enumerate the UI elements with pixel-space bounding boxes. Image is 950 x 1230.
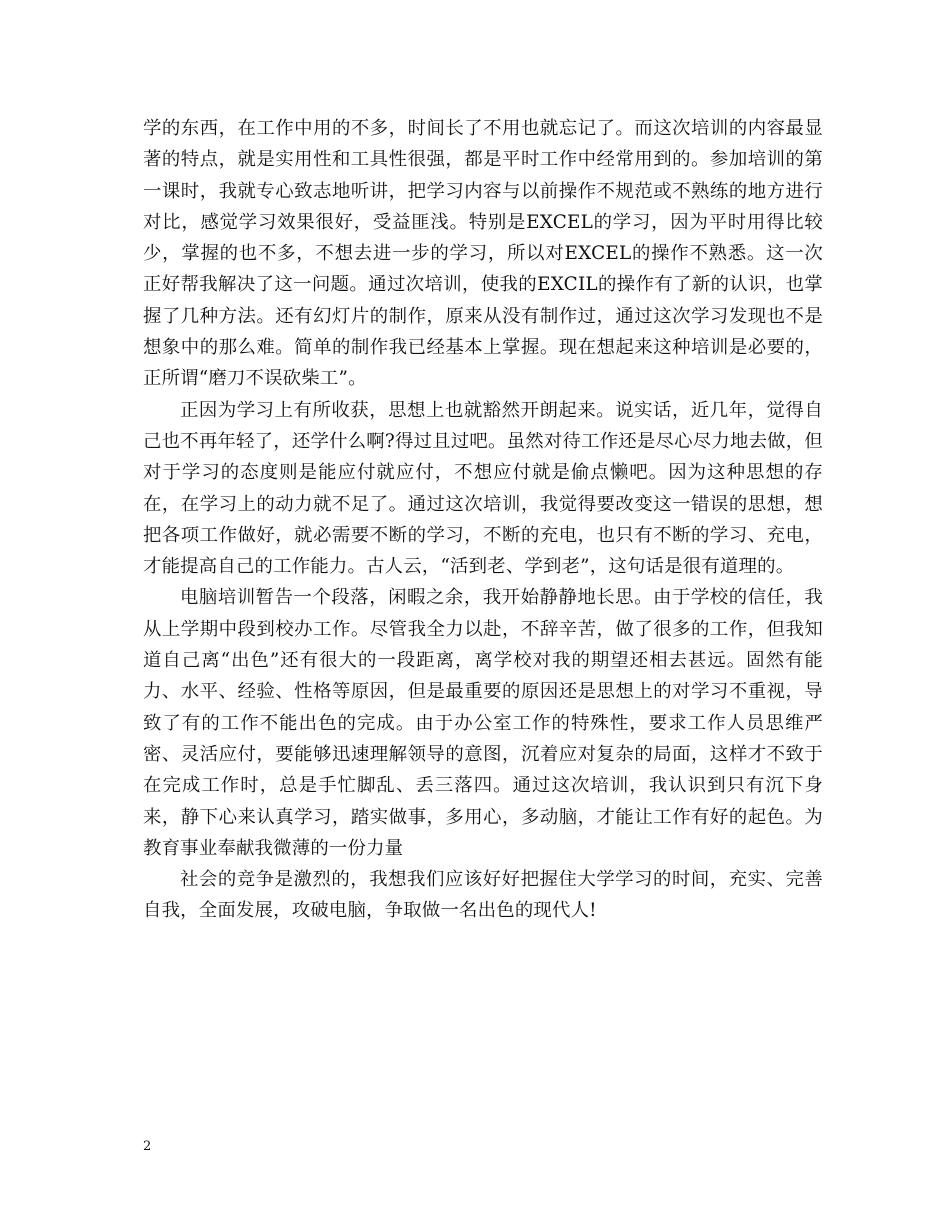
paragraph-2: 正因为学习上有所收获，思想上也就豁然开朗起来。说实话，近几年，觉得自己也不再年轻了，还学什么啊?得过且过吧。虽然对待工作还是尽心尽力地去做，但对于学习的态度则是能应付就应付，不想应付就是偷点懒吧。因为这种思想的存在，在学习上的动力就不足了。通过这次培训，我觉得要改变这一错误的思想，想把各项工作做好，就必需要不断的学习，不断的充电，也只有不断的学习、充电，才能提高自己的工作能力。古人云，“活到老、学到老”，这句话是很有道理的。 — [143, 399, 823, 578]
paragraph-4: 社会的竞争是激烈的，我想我们应该好好把握住大学学习的时间，充实、完善自我，全面发展，攻破电脑，争取做一名出色的现代人! — [143, 869, 823, 922]
page-number: 2 — [143, 1139, 152, 1154]
document-body — [143, 113, 823, 927]
paragraph-3: 电脑培训暂告一个段落，闲暇之余，我开始静静地长思。由于学校的信任，我从上学期中段到校办工作。尽管我全力以赴，不辞辛苦，做了很多的工作，但我知道自己离“出色”还有很大的一段距离，离学校对我的期望还相去甚远。固然有能力、水平、经验、性格等原因，但是最重要的原因还是思想上的对学习不重视，导致了有的工作不能出色的完成。由于办公室工作的特殊性，要求工作人员思维严密、灵活应付，要能够迅速理解领导的意图，沉着应对复杂的局面，这样才不致于在完成工作时，总是手忙脚乱、丢三落四。通过这次培训，我认识到只有沉下身来，静下心来认真学习，踏实做事，多用心，多动脑，才能让工作有好的起色。为教育事业奉献我微薄的一份力量 — [143, 587, 823, 859]
paragraph-1: 学的东西，在工作中用的不多，时间长了不用也就忘记了。而这次培训的内容最显著的特点，就是实用性和工具性很强，都是平时工作中经常用到的。参加培训的第一课时，我就专心致志地听讲，把学习内容与以前操作不规范或不熟练的地方进行对比，感觉学习效果很好，受益匪浅。特别是EXCEL的学习，因为平时用得比较少，掌握的也不多，不想去进一步的学习，所以对EXCEL的操作不熟悉。这一次正好帮我解决了这一问题。通过次培训，使我的EXCIL的操作有了新的认识，也掌握了几种方法。还有幻灯片的制作，原来从没有制作过，通过这次学习发现也不是想象中的那么难。简单的制作我已经基本上掌握。现在想起来这种培训是必要的，正所谓“磨刀不误砍柴工”。 — [143, 118, 823, 390]
